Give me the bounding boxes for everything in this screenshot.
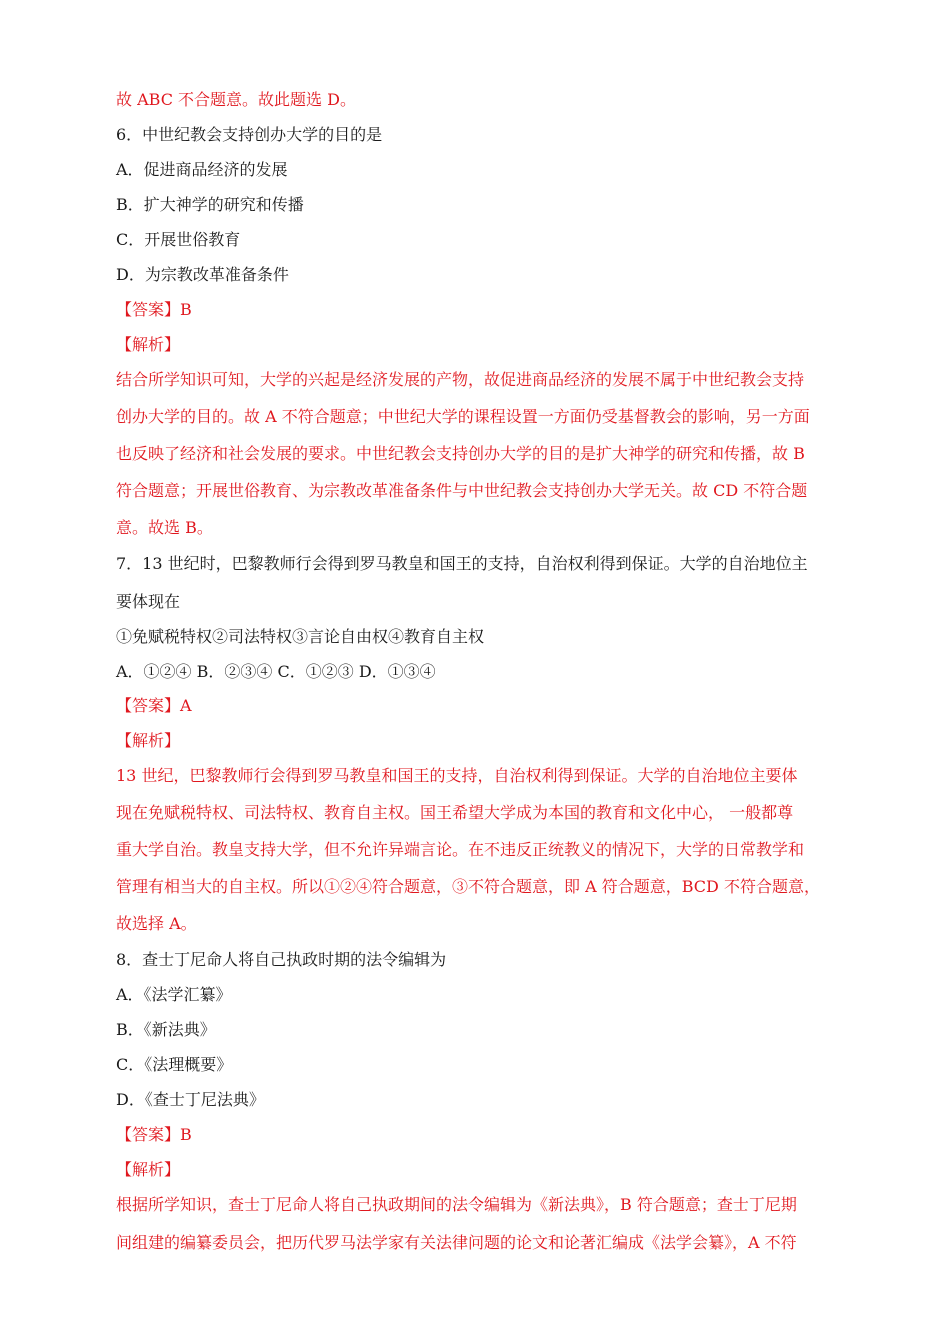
q8-answer: 【答案】B [116,1125,192,1144]
q6-analysis-text: 创办大学的目的。故 A 不符合题意；中世纪大学的课程设置一方面仍受基督教会的影响，另一方面 [116,407,810,426]
q7-analysis-text: 13 世纪，巴黎教师行会得到罗马教皇和国王的支持，自治权利得到保证。大学的自治地位主要体 [116,766,798,785]
q6-option-a: A．促进商品经济的发展 [116,160,288,179]
q6-option-c: C．开展世俗教育 [116,230,241,249]
q8-question: 8．查士丁尼命人将自己执政时期的法令编辑为 [116,950,447,969]
q7-statements: ①免赋税特权②司法特权③言论自由权④教育自主权 [116,627,485,646]
q8-analysis-text: 间组建的编纂委员会，把历代罗马法学家有关法律问题的论文和论著汇编成《法学会纂》，A 不符 [116,1233,797,1252]
q8-option-a: A．《法学汇纂》 [116,985,232,1004]
q8-option-b: B．《新法典》 [116,1020,216,1039]
q6-question: 6．中世纪教会支持创办大学的目的是 [116,125,383,144]
q7-options: A．①②④ B．②③④ C．①②③ D．①③④ [116,662,436,681]
q7-question: 7．13 世纪时，巴黎教师行会得到罗马教皇和国王的支持，自治权利得到保证。大学的自治地位主 [116,554,808,573]
q6-analysis-text: 也反映了经济和社会发展的要求。中世纪教会支持创办大学的目的是扩大神学的研究和传播，故 B [116,444,805,463]
q7-analysis-text: 重大学自治。教皇支持大学，但不允许异端言论。在不违反正统教义的情况下，大学的日常教学和 [116,840,805,859]
q7-analysis-text: 管理有相当大的自主权。所以①②④符合题意，③不符合题意，即 A 符合题意，BCD 不符合题意， [116,877,820,896]
q8-analysis-text: 根据所学知识，查士丁尼命人将自己执政期间的法令编辑为《新法典》，B 符合题意；查士丁尼期 [116,1195,797,1214]
q6-analysis-text: 意。故选 B。 [116,518,213,537]
q6-analysis-heading: 【解析】 [116,335,181,354]
q7-analysis-text: 现在免赋税特权、司法特权、教育自主权。国王希望大学成为本国的教育和文化中心， 一般都尊 [116,803,794,822]
q6-option-d: D．为宗教改革准备条件 [116,265,289,284]
q7-analysis-heading: 【解析】 [116,731,181,750]
q6-answer: 【答案】B [116,300,192,319]
q7-answer: 【答案】A [116,696,192,715]
q6-analysis-text: 符合题意；开展世俗教育、为宗教改革准备条件与中世纪教会支持创办大学无关。故 CD 不符合题 [116,481,808,500]
q8-option-d: D．《查士丁尼法典》 [116,1090,265,1109]
q7-question: 要体现在 [116,592,181,611]
q5-analysis-conclusion: 故 ABC 不合题意。故此题选 D。 [116,90,356,109]
q6-analysis-text: 结合所学知识可知，大学的兴起是经济发展的产物，故促进商品经济的发展不属于中世纪教会支持 [116,370,805,389]
q7-analysis-text: 故选择 A。 [116,914,197,933]
q8-option-c: C．《法理概要》 [116,1055,233,1074]
q8-analysis-heading: 【解析】 [116,1160,181,1179]
q6-option-b: B．扩大神学的研究和传播 [116,195,304,214]
